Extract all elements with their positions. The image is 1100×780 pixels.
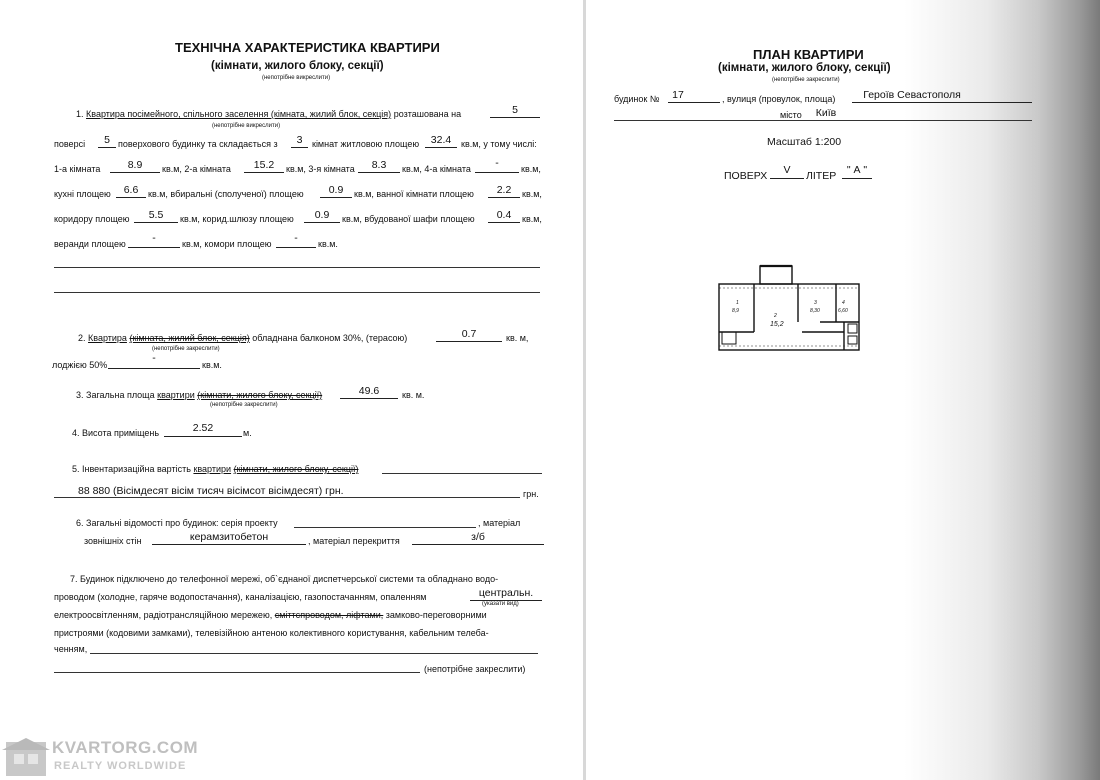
s1-corr-label: коридору площею xyxy=(54,214,130,224)
s2-loggia-label: лоджією 50% xyxy=(52,360,108,370)
s1-corr: 5.5 xyxy=(148,209,164,221)
s5-line: 5. Інвентаризаційна вартість квартири (кімнати, жилого блоку, секції) xyxy=(72,464,359,474)
s1-veranda: - xyxy=(152,232,156,244)
plan-room2-area: 15,2 xyxy=(770,321,784,328)
s7-line4: пристроями (кодовими замками), телевізійною антеною колективного користування, кабельним телеба- xyxy=(54,628,489,638)
s1-rooms: 3 xyxy=(296,134,303,146)
s7-line3: електроосвітленням, радіотрансляційною мережею, сміттєпроводом, ліфтами, замково-переговорними xyxy=(54,610,487,620)
s7-line5: ченням, xyxy=(54,644,88,654)
s1-lock-label: кв.м, корид.шлюзу площею xyxy=(180,214,294,224)
s5-value: 88 880 (Вісімдесят вісім тисяч вісімсот вісімдесят) грн. xyxy=(78,485,344,497)
right-title: ПЛАН КВАРТИРИ xyxy=(753,47,864,62)
watermark-text: KVARTORG.COM xyxy=(52,738,199,757)
right-subtitle: (кімнати, жилого блоку, секції) xyxy=(718,62,891,74)
s1-wc: 0.9 xyxy=(328,184,344,196)
left-subtitle: (кімнати, жилого блоку, секції) xyxy=(211,60,384,72)
plan-room1-area: 8,9 xyxy=(732,308,739,314)
s1-l2b: поверхового будинку та складається з xyxy=(118,139,278,149)
s5-unit: грн. xyxy=(523,489,539,499)
city-label: місто xyxy=(780,110,802,120)
s2-loggia: - xyxy=(152,352,156,364)
s1-living-area: 32.4 xyxy=(430,134,452,146)
s1-closet-label: кв.м, вбудованої шафи площею xyxy=(342,214,475,224)
plan-room3-area: 8,30 xyxy=(810,308,820,314)
scale: Масштаб 1:200 xyxy=(767,136,842,148)
s1-kitchen-label: кухні площею xyxy=(54,189,111,199)
s1-r4-label: кв.м, 4-а кімната xyxy=(402,164,471,174)
s3-line: 3. Загальна площа квартири (кімнати, жилого блоку, секції) xyxy=(76,390,323,400)
s1-closet-unit: кв.м, xyxy=(522,214,542,224)
s2-note: (непотрібне закреслити) xyxy=(152,346,220,352)
s4-value: 2.52 xyxy=(192,422,214,434)
s1-r4-unit: кв.м, xyxy=(521,164,541,174)
liter-value: " А " xyxy=(846,164,868,176)
s1-l2a: поверсі xyxy=(54,139,86,149)
floor-plan xyxy=(714,262,864,358)
s2-balcony: 0.7 xyxy=(461,328,477,340)
s1-line1: 1. Квартира посімейного, спільного заселення (кімната, жилий блок, секція) розташована на xyxy=(76,109,462,119)
s2-line1: 2. Квартира (кімната, жилий блок, секція) обладнана балконом 30%, (терасою) xyxy=(78,333,408,343)
s1-kitchen: 6.6 xyxy=(123,184,139,196)
floor-value: V xyxy=(783,164,791,176)
s1-wc-label: кв.м, вбиральні (сполученої) площею xyxy=(148,189,304,199)
s1-r2-label: кв.м, 2-а кімната xyxy=(162,164,231,174)
floor-label: ПОВЕРХ xyxy=(724,170,768,182)
s6-line2-label: зовнішніх стін xyxy=(84,536,142,546)
watermark-subtext: REALTY WORLDWIDE xyxy=(54,760,187,772)
s1-bath: 2.2 xyxy=(496,184,512,196)
s7-note: (непотрібне закреслити) xyxy=(424,664,526,674)
s1-floors-total: 5 xyxy=(104,134,110,146)
house-number: 17 xyxy=(672,89,684,101)
s1-pantry: - xyxy=(294,232,298,244)
s1-closet: 0.4 xyxy=(496,209,512,221)
s1-r3: 8.3 xyxy=(371,159,387,171)
s4-unit: м. xyxy=(243,428,252,438)
street-name: Героїв Севастополя xyxy=(863,89,961,101)
plan-room4-area: 6,60 xyxy=(838,308,848,314)
s1-r4: - xyxy=(495,157,499,169)
s2-unit: кв. м, xyxy=(506,333,529,343)
street-label: , вулиця (провулок, площа) xyxy=(722,94,836,104)
s1-floor: 5 xyxy=(512,104,518,116)
s1-lock: 0.9 xyxy=(314,209,330,221)
s1-r1-label: 1-а кімната xyxy=(54,164,101,174)
plan-room3-num: 3 xyxy=(814,300,817,306)
s3-unit: кв. м. xyxy=(402,390,425,400)
left-title-note: (непотрібне викреслити) xyxy=(262,75,331,81)
s1-r2: 15.2 xyxy=(253,159,275,171)
plan-room1-num: 1 xyxy=(736,300,739,306)
s6-walls: керамзитобетон xyxy=(189,531,269,543)
left-title: ТЕХНІЧНА ХАРАКТЕРИСТИКА КВАРТИРИ xyxy=(175,40,440,55)
s4-label: 4. Висота приміщень xyxy=(72,428,160,438)
page-fold xyxy=(583,0,586,780)
s6-slabs: з/б xyxy=(471,531,485,543)
city-name: Київ xyxy=(815,107,837,119)
s2-loggia-unit: кв.м. xyxy=(202,360,222,370)
s1-pantry-unit: кв.м. xyxy=(318,239,338,249)
right-note: (непотрібне закреслити) xyxy=(772,77,840,83)
s1-bath-unit: кв.м, xyxy=(522,189,542,199)
plan-room4-num: 4 xyxy=(842,300,845,306)
s7-line2: проводом (холодне, гаряче водопостачання), каналізацією, газопостачанням, опаленням xyxy=(54,592,427,602)
s7-line1: 7. Будинок підключено до телефонної мережі, об`єднаної диспетчерської системи та обладнано водо- xyxy=(70,574,499,584)
s1-r1: 8.9 xyxy=(127,159,143,171)
s7-heating-note: (указати вид) xyxy=(482,601,519,607)
s1-r3-label: кв.м, 3-я кімната xyxy=(286,164,355,174)
s1-note: (непотрібне викреслити) xyxy=(212,123,281,129)
plan-room2-num: 2 xyxy=(774,313,777,319)
s7-heating: центральн. xyxy=(478,587,534,599)
s1-l2c: кімнат житловою площею xyxy=(312,139,420,149)
s1-bath-label: кв.м, ванної кімнати площею xyxy=(354,189,474,199)
liter-label: ЛІТЕР xyxy=(806,170,837,182)
s3-note: (непотрібне закреслити) xyxy=(210,402,278,408)
house-label: будинок № xyxy=(614,94,660,104)
s1-l2d: кв.м, у тому числі: xyxy=(461,139,537,149)
s6-line1-end: , матеріал xyxy=(478,518,521,528)
s3-value: 49.6 xyxy=(358,385,380,397)
s1-veranda-label: веранди площею xyxy=(54,239,126,249)
s1-pantry-label: кв.м, комори площею xyxy=(182,239,272,249)
s6-line1: 6. Загальні відомості про будинок: серія проекту xyxy=(76,518,278,528)
s6-line2-mid: , матеріал перекриття xyxy=(308,536,400,546)
